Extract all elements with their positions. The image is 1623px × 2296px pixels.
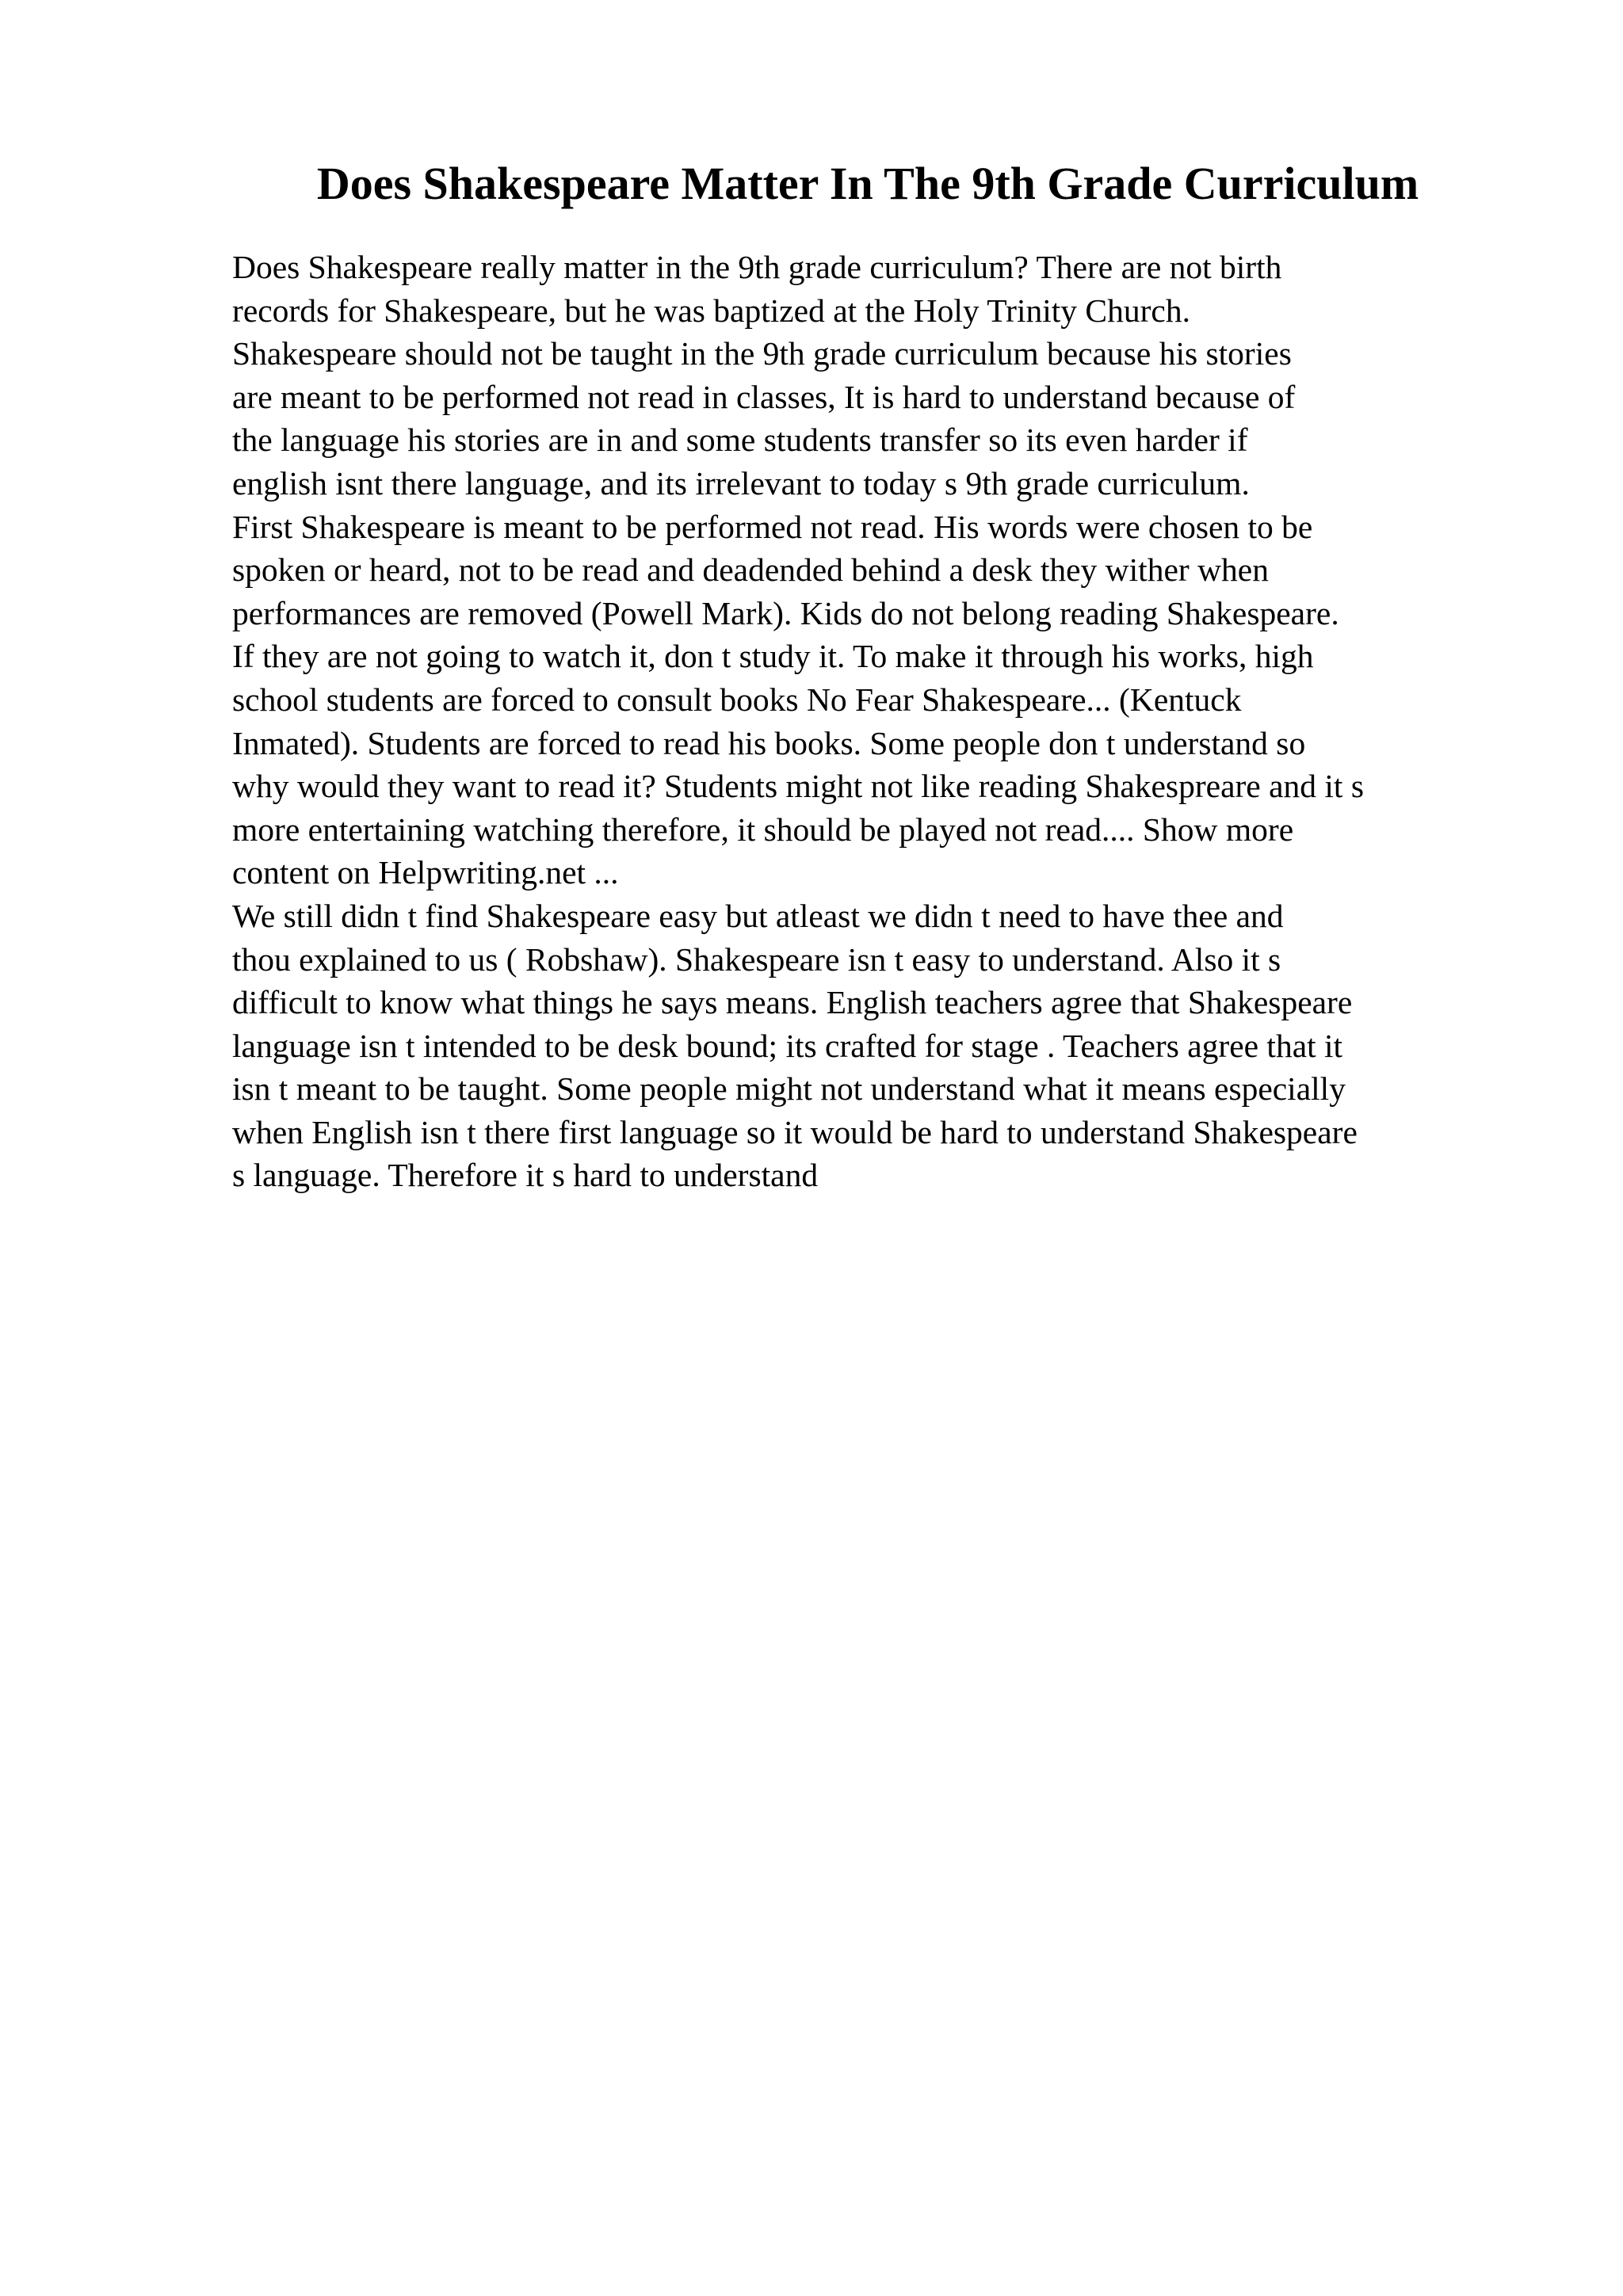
body-line: are meant to be performed not read in classes, It is hard to understand because of [232, 378, 1296, 415]
body-line: First Shakespeare is meant to be performed not read. His words were chosen to be [232, 508, 1313, 545]
body-line: school students are forced to consult books No Fear Shakespeare... (Kentuck [232, 681, 1242, 718]
body-line: We still didn t find Shakespeare easy but atleast we didn t need to have thee and [232, 897, 1284, 934]
body-line: isn t meant to be taught. Some people might not understand what it means especially [232, 1070, 1346, 1108]
body-line: why would they want to read it? Students might not like reading Shakespreare and it s [232, 768, 1364, 805]
document-body [232, 246, 1564, 1197]
body-line: the language his stories are in and some students transfer so its even harder if [232, 421, 1248, 459]
body-line: thou explained to us ( Robshaw). Shakespeare isn t easy to understand. Also it s [232, 940, 1281, 978]
body-line: content on Helpwriting.net ... [232, 854, 619, 891]
body-line: english isnt there language, and its irrelevant to today s 9th grade curriculum. [232, 464, 1250, 502]
body-line: more entertaining watching therefore, it should be played not read.... Show more [232, 810, 1294, 848]
document-title: Does Shakespeare Matter In The 9th Grade Curriculum [316, 158, 1419, 209]
body-line: Shakespeare should not be taught in the 9th grade curriculum because his stories [232, 335, 1292, 372]
body-line: spoken or heard, not to be read and deadended behind a desk they wither when [232, 551, 1269, 589]
body-line: language isn t intended to be desk bound; its crafted for stage . Teachers agree that it [232, 1027, 1343, 1064]
body-line: when English isn t there first language so it would be hard to understand Shakespeare [232, 1113, 1358, 1150]
body-line: s language. Therefore it s hard to understand [232, 1157, 819, 1194]
body-line: Does Shakespeare really matter in the 9th grade curriculum? There are not birth [232, 249, 1282, 285]
body-line: performances are removed (Powell Mark). Kids do not belong reading Shakespeare. [232, 594, 1339, 631]
body-line: If they are not going to watch it, don t study it. To make it through his works, high [232, 638, 1314, 675]
body-line: Inmated). Students are forced to read his books. Some people don t understand so [232, 724, 1306, 761]
body-line: records for Shakespeare, but he was baptized at the Holy Trinity Church. [232, 292, 1190, 329]
body-line: difficult to know what things he says means. English teachers agree that Shakespeare [232, 984, 1353, 1021]
